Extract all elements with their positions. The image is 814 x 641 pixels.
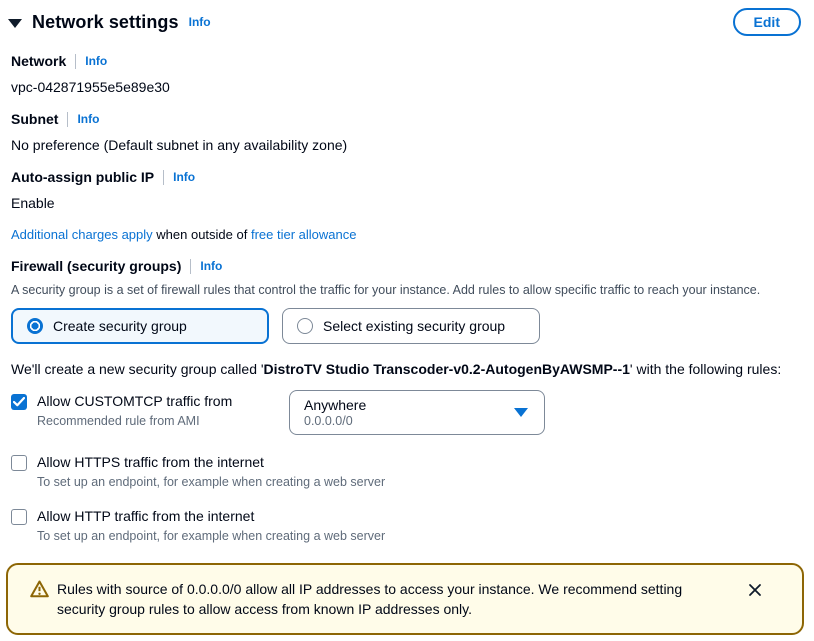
select-existing-security-group-tile[interactable] — [282, 308, 540, 344]
select-existing-security-group-label: Select existing security group — [323, 318, 506, 334]
checkmark-icon — [13, 397, 25, 407]
create-security-group-tile[interactable] — [11, 308, 269, 344]
auto-assign-info-link[interactable]: Info — [173, 170, 196, 184]
section-header — [6, 6, 804, 36]
label-divider — [163, 170, 164, 185]
chevron-down-icon — [514, 408, 528, 417]
network-value: vpc-042871955e5e89e30 — [11, 79, 170, 95]
rule-customtcp — [11, 392, 804, 435]
field-auto-assign-public-ip — [11, 169, 804, 212]
charges-note — [11, 227, 804, 242]
additional-charges-link[interactable]: Additional charges apply — [11, 227, 153, 242]
collapse-caret-icon[interactable] — [8, 19, 22, 28]
section-info-link[interactable]: Info — [188, 15, 211, 29]
create-note-suffix: ' with the following rules: — [629, 361, 782, 377]
open-access-warning-alert — [6, 563, 804, 635]
edit-button[interactable]: Edit — [733, 8, 801, 36]
rule-https — [11, 453, 804, 490]
customtcp-checkbox[interactable] — [11, 394, 27, 410]
field-firewall — [11, 258, 804, 274]
https-label: Allow HTTPS traffic from the internet — [37, 454, 264, 470]
dropdown-cidr-value: 0.0.0.0/0 — [304, 413, 353, 428]
security-group-option-tiles — [11, 308, 804, 344]
security-group-name: DistroTV Studio Transcoder-v0.2-AutogenByAWSMP--1 — [263, 361, 630, 377]
label-divider — [67, 112, 68, 127]
auto-assign-value: Enable — [11, 195, 55, 211]
firewall-description: A security group is a set of firewall rules that control the traffic for your instance. Add rules to allow specific traffic to reach your instance. — [11, 283, 761, 297]
network-label: Network — [11, 53, 67, 69]
radio-unchecked-icon — [297, 318, 313, 334]
network-info-link[interactable]: Info — [85, 54, 108, 68]
warning-triangle-icon — [30, 580, 49, 603]
http-checkbox[interactable] — [11, 509, 27, 525]
customtcp-sub: Recommended rule from AMI — [37, 414, 200, 428]
source-cidr-dropdown[interactable] — [289, 390, 545, 435]
firewall-label: Firewall (security groups) — [11, 258, 182, 274]
close-warning-button[interactable] — [745, 580, 765, 603]
free-tier-allowance-link[interactable]: free tier allowance — [250, 227, 357, 242]
label-divider — [75, 54, 76, 69]
http-label: Allow HTTP traffic from the internet — [37, 508, 255, 524]
customtcp-label: Allow CUSTOMTCP traffic from — [37, 393, 233, 409]
subnet-info-link[interactable]: Info — [77, 112, 100, 126]
dropdown-selected-value: Anywhere — [304, 396, 367, 413]
field-subnet — [11, 111, 804, 154]
radio-checked-icon — [27, 318, 43, 334]
firewall-info-link[interactable]: Info — [200, 259, 223, 273]
field-network — [11, 53, 804, 96]
create-security-group-note — [11, 361, 804, 377]
auto-assign-public-ip-label: Auto-assign public IP — [11, 169, 155, 185]
charges-note-text: when outside of — [152, 227, 251, 242]
subnet-value: No preference (Default subnet in any availability zone) — [11, 137, 348, 153]
create-note-prefix: We'll create a new security group called ' — [11, 361, 264, 377]
create-security-group-label: Create security group — [53, 318, 187, 334]
warning-text: Rules with source of 0.0.0.0/0 allow all IP addresses to access your instance. We recommend setting security group rules to allow access from known IP addresses only. — [57, 581, 683, 617]
label-divider — [190, 259, 191, 274]
https-sub: To set up an endpoint, for example when creating a web server — [37, 475, 386, 489]
section-title: Network settings — [32, 11, 179, 32]
http-sub: To set up an endpoint, for example when creating a web server — [37, 529, 386, 543]
rule-http — [11, 507, 804, 544]
https-checkbox[interactable] — [11, 455, 27, 471]
subnet-label: Subnet — [11, 111, 59, 127]
